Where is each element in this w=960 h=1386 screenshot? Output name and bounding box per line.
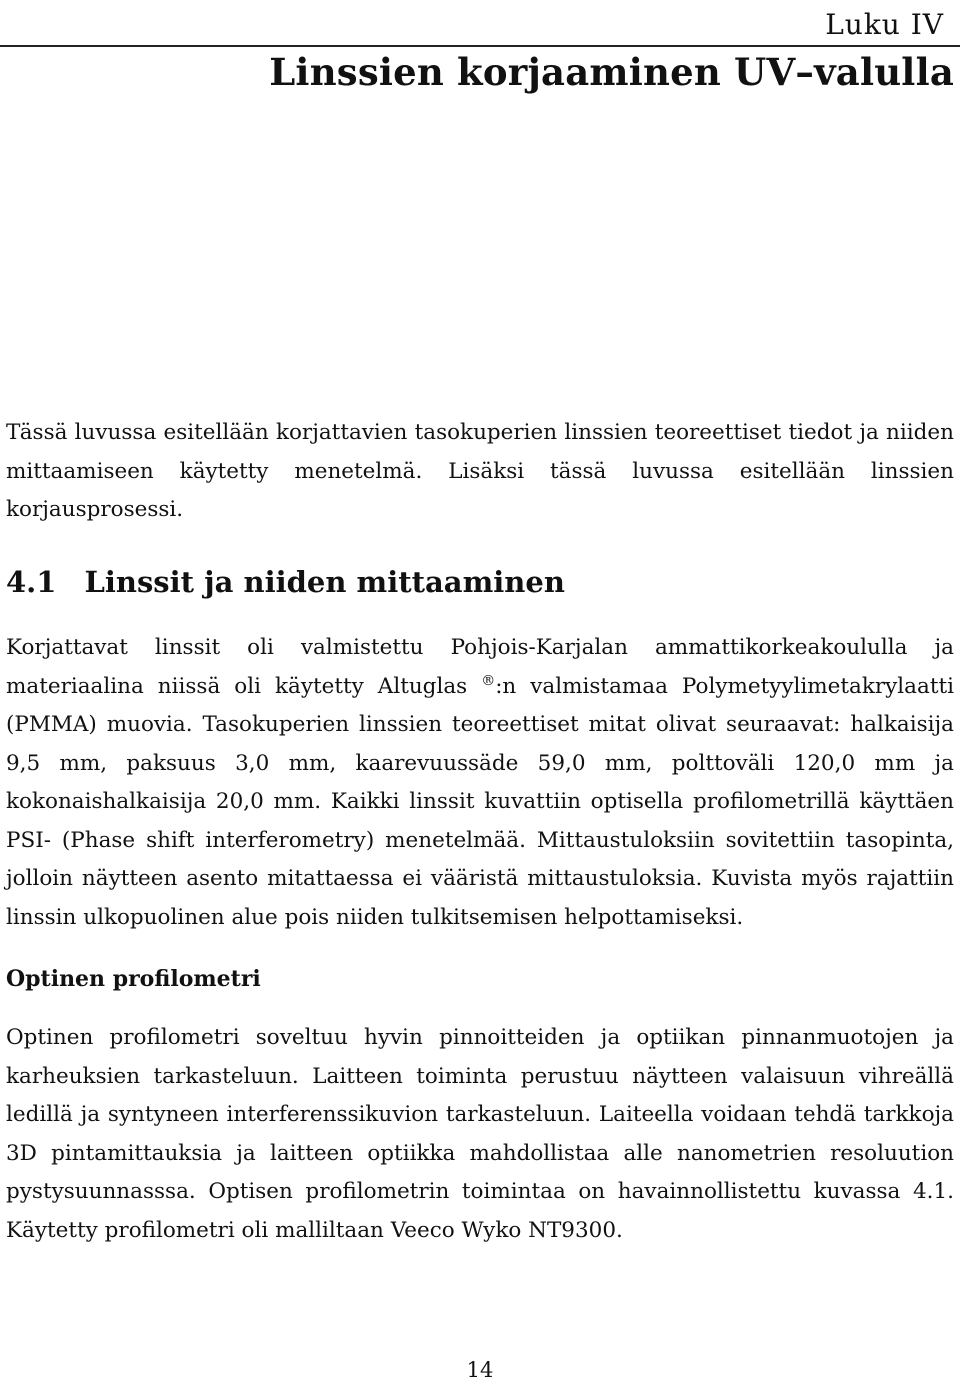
section-paragraph [6,629,954,937]
registered-mark: ® [481,672,496,689]
section-heading [6,565,565,599]
section-title: Linssit ja niiden mittaaminen [84,565,565,599]
chapter-label: Luku IV [825,8,944,41]
page-number: 14 [466,1358,494,1382]
intro-paragraph: Tässä luvussa esitellään korjattavien tasokuperien linssien teoreettiset tiedot ja niiden mittaamiseen käytetty menetelmä. Lisäksi tässä luvussa esitellään linssien korjausprosessi. [6,420,954,522]
subsection-paragraph: Optinen profilometri soveltuu hyvin pinnoitteiden ja optiikan pinnanmuotojen ja karheuksien tarkasteluun. Laitteen toiminta perustuu näytteen valaisuun vihreällä ledillä ja syntyneen interferenssikuvion tarkasteluun. Laiteella voidaan tehdä tarkkoja 3D pintamittauksia ja laitteen optiikka mahdollistaa alle nanometrien resoluution pystysuunnasssa. Optisen profilometrin toimintaa on havainnollistettu kuvassa 4.1. Käytetty profilometri oli malliltaan Veeco Wyko NT9300. [6,1025,954,1243]
chapter-title: Linssien korjaaminen UV–valulla [269,50,954,94]
chapter-rule [0,45,960,47]
section-paragraph-part-1: Korjattavat linssit oli valmistettu Pohjois-Karjalan ammattikorkeakoululla ja materiaalina niissä oli käytetty Altuglas [6,635,954,699]
subsection-heading: Optinen profilometri [6,966,261,992]
section-number: 4.1 [6,565,57,599]
section-paragraph-part-2: :n valmistamaa Polymetyylimetakrylaatti (PMMA) muovia. Tasokuperien linssien teoreettiset mitat olivat seuraavat: halkaisija 9,5 mm, paksuus 3,0 mm, kaarevuussäde 59,0 mm, polttoväli 120,0 mm ja kokonaishalkaisija 20,0 mm. Kaikki linssit kuvattiin optisella profilometrillä käyttäen PSI- (Phase shift interferometry) menetelmää. Mittaustuloksiin sovitettiin tasopinta, jolloin näytteen asento mitattaessa ei vääristä mittaustuloksia. Kuvista myös rajattiin linssin ulkopuolinen alue pois niiden tulkitsemisen helpottamiseksi. [6,673,954,930]
